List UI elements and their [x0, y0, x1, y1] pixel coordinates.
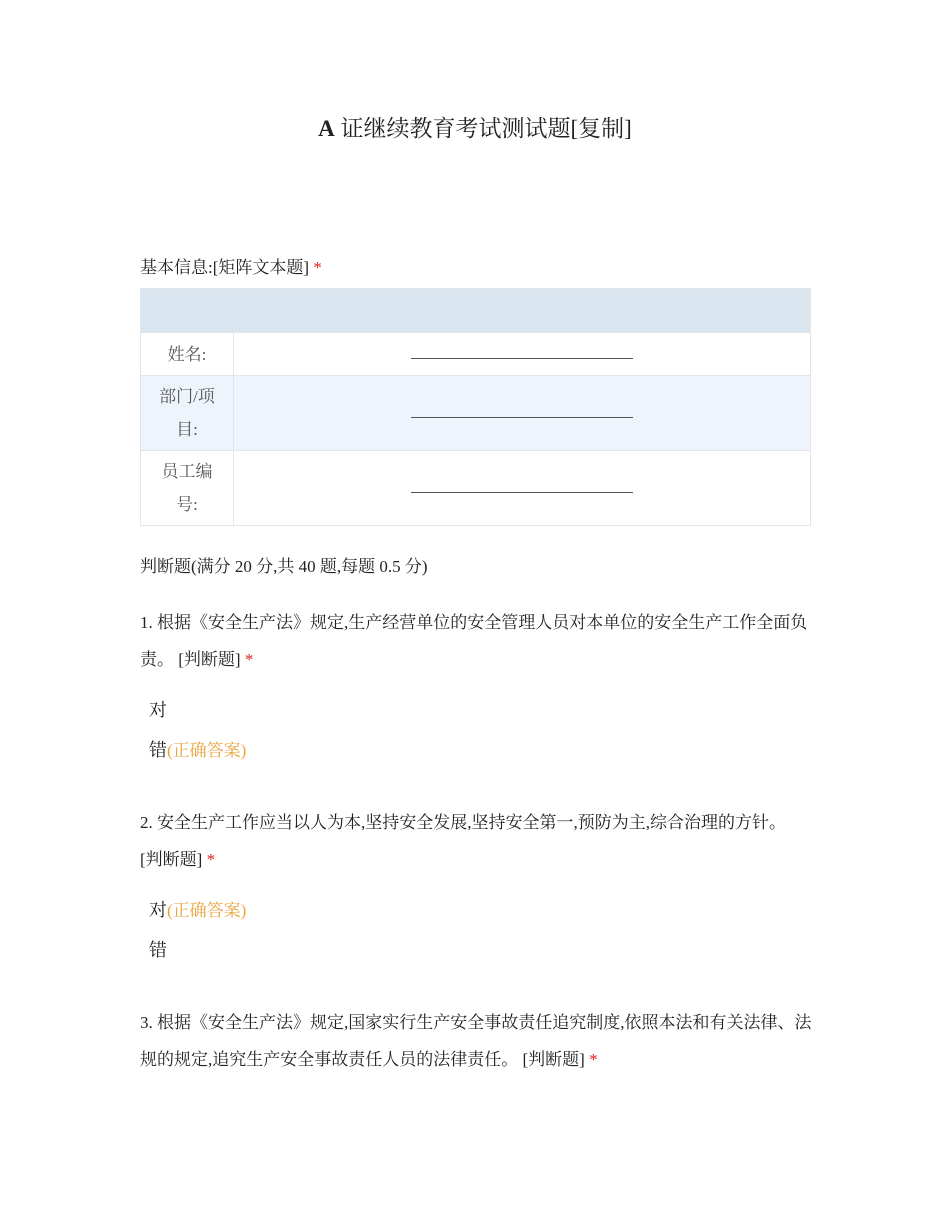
question-1-option-true[interactable]: [149, 696, 167, 722]
option-label: 对: [149, 900, 167, 920]
required-mark: *: [244, 650, 254, 669]
row-label-text: 号:: [176, 495, 198, 514]
matrix-header-corner: [141, 289, 234, 333]
section-heading: 判断题(满分 20 分,共 40 题,每题 0.5 分): [140, 557, 428, 576]
question-text: 1. 根据《安全生产法》规定,生产经营单位的安全管理人员对本单位的安全生产工作全面负责。: [140, 613, 808, 669]
matrix-row-employee-id: [141, 451, 811, 526]
row-label-name: [141, 333, 234, 376]
basic-info-label-text: 基本信息:[矩阵文本题]: [140, 258, 310, 277]
question-text: 3. 根据《安全生产法》规定,国家实行生产安全事故责任追究制度,依照本法和有关法律、法规的规定,追究生产安全事故责任人员的法律责任。: [140, 1013, 812, 1069]
question-3: [140, 1004, 812, 1078]
question-1-option-false[interactable]: [149, 736, 246, 762]
question-text: 2. 安全生产工作应当以人为本,坚持安全发展,坚持安全第一,预防为主,综合治理的方针。: [140, 813, 786, 832]
required-mark: *: [206, 850, 216, 869]
option-label: 错: [149, 940, 167, 960]
option-label: 对: [149, 700, 167, 720]
department-input[interactable]: [234, 376, 811, 451]
question-type: [判断题]: [140, 850, 203, 869]
question-type: [判断题]: [522, 1050, 585, 1069]
row-label-employee-id: [141, 451, 234, 526]
required-mark: *: [589, 1050, 598, 1069]
question-2-option-false[interactable]: [149, 936, 167, 962]
title-text: 证继续教育考试测试题[复制]: [334, 116, 632, 141]
matrix-header-cell: [234, 289, 811, 333]
page-title: [0, 110, 950, 143]
question-1: [140, 604, 812, 678]
basic-info-label: [140, 253, 322, 278]
row-label-text: 姓名:: [167, 344, 207, 364]
basic-info-matrix: [140, 288, 811, 526]
row-label-department: [141, 376, 234, 451]
question-type: [判断题]: [178, 650, 241, 669]
required-mark: *: [313, 258, 322, 277]
correct-answer-tag: (正确答案): [167, 901, 247, 920]
correct-answer-tag: (正确答案): [167, 741, 247, 760]
matrix-row-name: [141, 333, 811, 376]
row-label-text: 员工编: [161, 462, 213, 481]
question-2: [140, 804, 812, 878]
question-2-option-true[interactable]: [149, 896, 246, 922]
row-label-text: 部门/项: [159, 387, 215, 406]
employee-id-input[interactable]: [234, 451, 811, 526]
blank-line: [411, 491, 633, 493]
blank-line: [411, 416, 633, 418]
blank-line: [411, 357, 633, 359]
row-label-text: 目:: [176, 420, 198, 439]
title-prefix: A: [318, 116, 335, 141]
option-label: 错: [149, 740, 167, 760]
matrix-row-department: [141, 376, 811, 451]
name-input[interactable]: [234, 333, 811, 376]
matrix-header-row: [141, 289, 811, 333]
